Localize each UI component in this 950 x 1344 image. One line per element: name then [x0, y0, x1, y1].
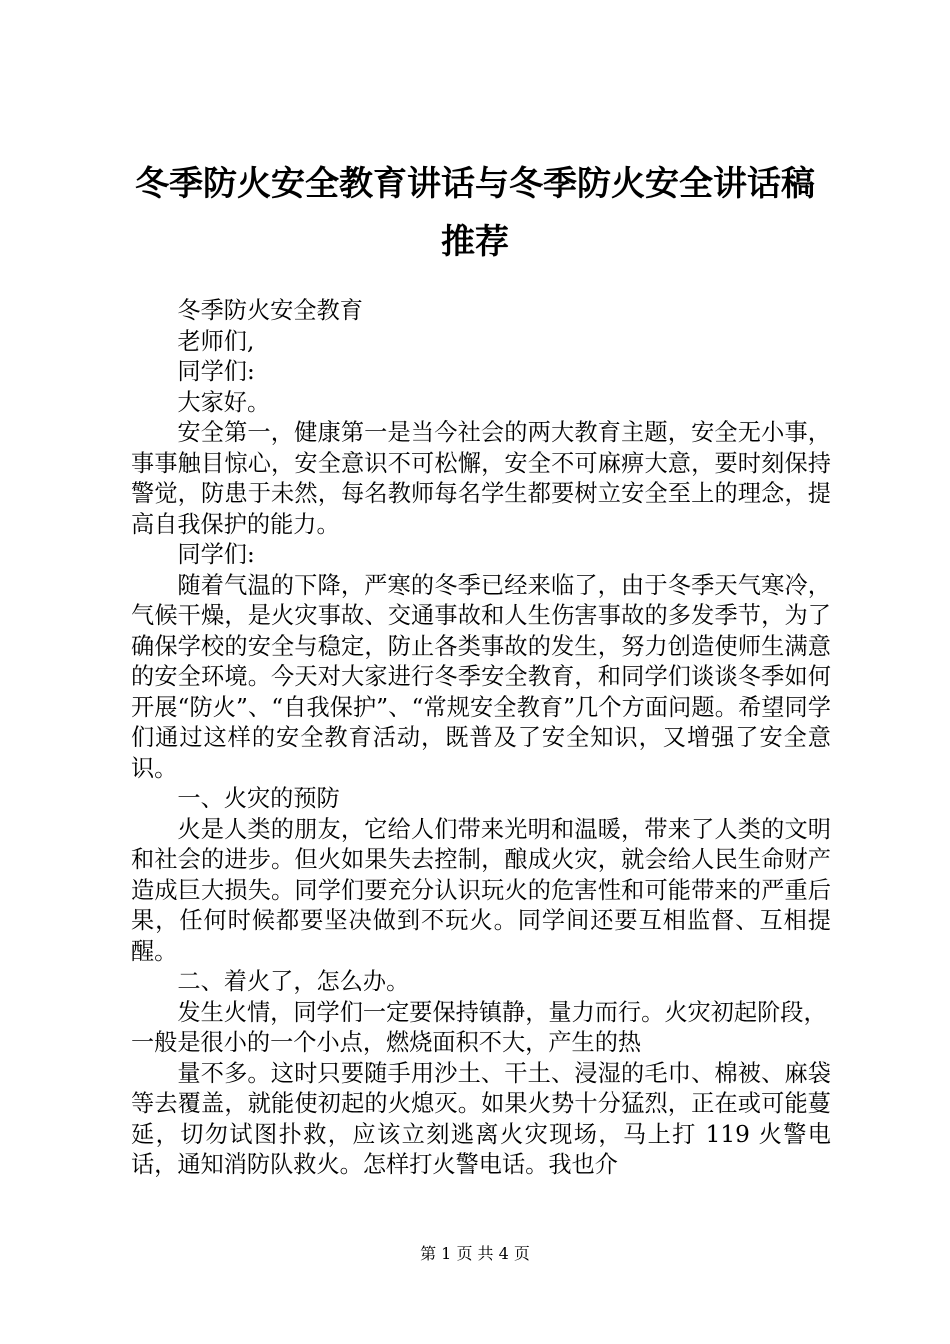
paragraph-on-fire-part2: 量不多。这时只要随手用沙土、干土、浸湿的毛巾、棉被、麻袋等去覆盖，就能使初起的火熄灭。如果火势十分猛烈，正在或可能蔓延，切勿试图扑救，应该立刻逃离火灾现场，马上打 119 火警电话，通知消防队救火。怎样打火警电话。我也介 — [131, 1059, 831, 1178]
section-heading-on-fire: 二、着火了，怎么办。 — [177, 968, 410, 995]
paragraph-salutation-students: 同学们: — [177, 358, 255, 385]
document-title: 冬季防火安全教育讲话与冬季防火安全讲话稿 — [135, 164, 815, 204]
paragraph-subject: 冬季防火安全教育 — [177, 297, 363, 324]
paragraph-on-fire-part1: 发生火情，同学们一定要保持镇静，量力而行。火灾初起阶段，一般是很小的一个小点，燃烧面积不大，产生的热 — [131, 998, 827, 1056]
page-footer: 第 1 页 共 4 页 — [420, 1244, 530, 1263]
paragraph-fire-prevention: 火是人类的朋友，它给人们带来光明和温暖，带来了人类的文明和社会的进步。但火如果失去控制，酿成火灾，就会给人民生命财产造成巨大损失。同学们要充分认识玩火的危害性和可能带来的严重后果，任何时候都要坚决做到不玩火。同学间还要互相监督、互相提醒。 — [131, 815, 831, 965]
paragraph-salutation-students-2: 同学们: — [177, 541, 255, 568]
paragraph-winter-intro: 随着气温的下降，严寒的冬季已经来临了，由于冬季天气寒冷，气候干燥，是火灾事故、交通事故和人生伤害事故的多发季节，为了确保学校的安全与稳定，防止各类事故的发生，努力创造使师生满意的安全环境。今天对大家进行冬季安全教育，和同学们谈谈冬季如何开展“防火”、“自我保护”、“常规安全教育”几个方面问题。希望同学们通过这样的安全教育活动，既普及了安全知识，又增强了安全意识。 — [131, 571, 831, 782]
paragraph-salutation-teachers: 老师们, — [177, 327, 255, 355]
paragraph-safety-first: 安全第一，健康第一是当今社会的两大教育主题，安全无小事，事事触目惊心，安全意识不可松懈，安全不可麻痹大意，要时刻保持警觉，防患于未然，每名教师每名学生都要树立安全至上的理念，提高自我保护的能力。 — [131, 419, 831, 538]
document-body — [131, 296, 831, 1181]
section-heading-fire-prevention: 一、火灾的预防 — [177, 785, 340, 812]
paragraph-greeting: 大家好。 — [177, 388, 271, 416]
document-title-continued: 推荐 — [441, 222, 509, 262]
